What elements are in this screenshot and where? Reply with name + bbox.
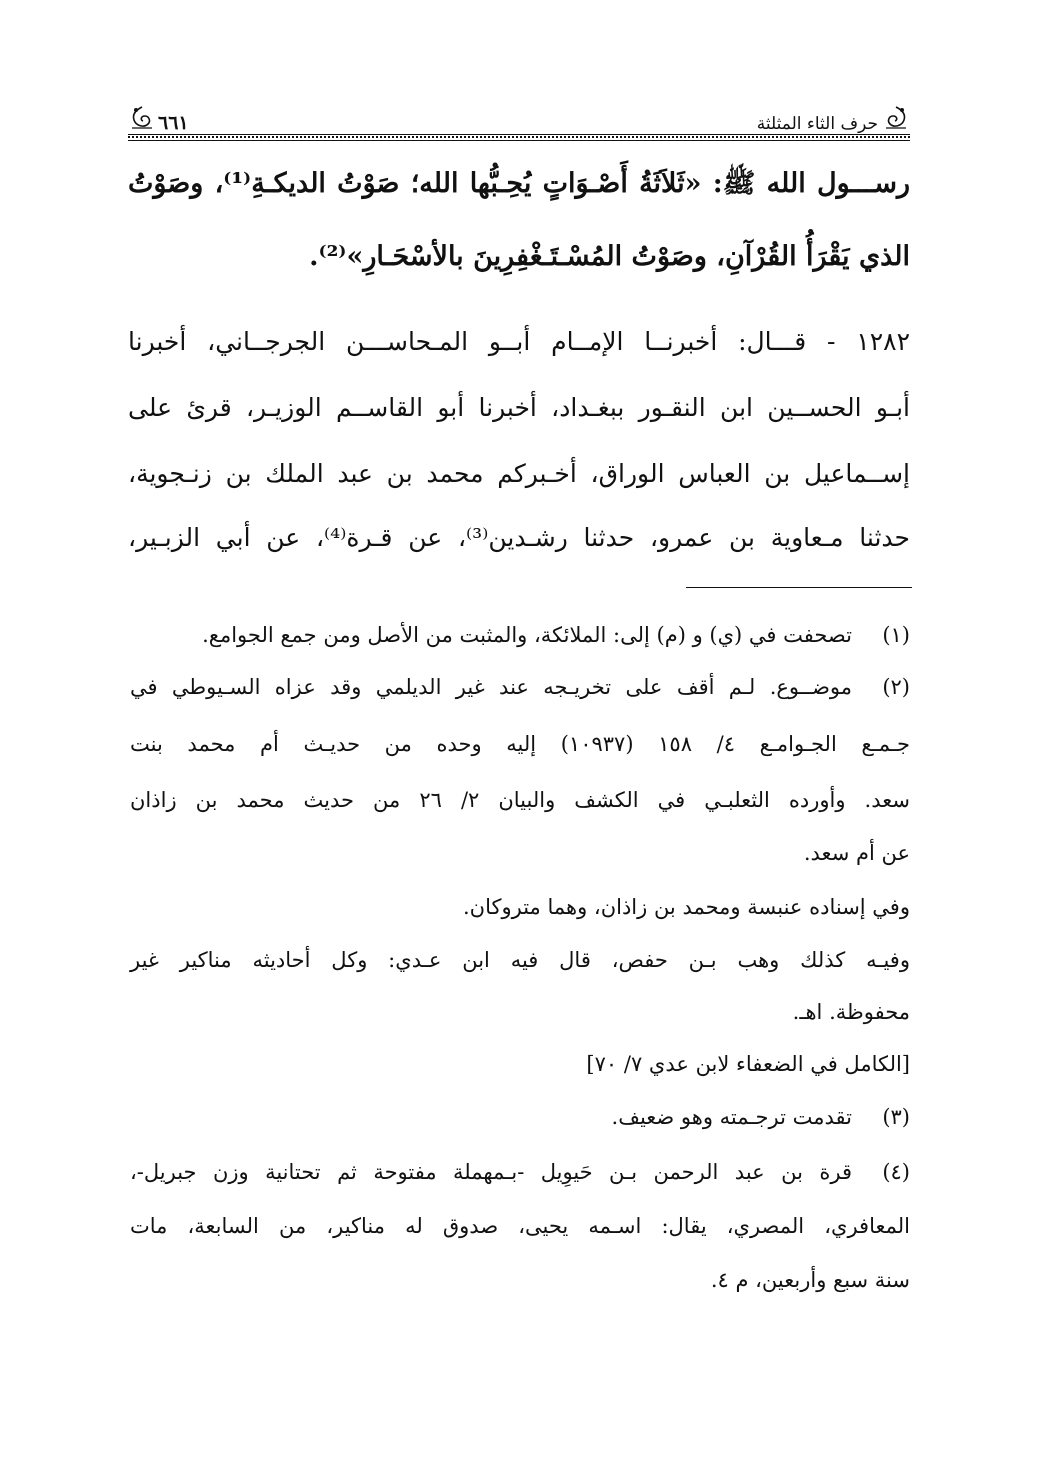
footnote-text: تقدمت ترجـمته وهو ضعيف. [611, 1105, 852, 1129]
text-line: أبـو الحســين ابن النقـور ببغـداد، أخبرنا أبو القاســم الوزيـر، قرئ على [128, 393, 910, 422]
footnote-number: (١) [882, 623, 910, 647]
footnote-number: (٣) [882, 1105, 910, 1129]
footnote-line: عن أم سعد. [803, 841, 910, 865]
header-rule [128, 134, 910, 141]
footnote-number: (٤) [882, 1160, 910, 1184]
footnote-line: سنة سبع وأربعين، م ٤. [710, 1268, 910, 1292]
ornament-icon [128, 104, 156, 132]
text-line: رســـول الله ﷺ: «ثَلاَثَةُ أَصْـوَاتٍ يُحِـبُّها الله؛ صَوْتُ الديكـةِ⁽¹⁾، وصَوْتُ [128, 168, 910, 199]
footnote-line: المعافري، المصري، يقال: اسـمه يحيى، صدوق له مناكير، من السابعة، مات [130, 1214, 910, 1238]
footnote-1 [130, 621, 910, 649]
text-line: ١٢٨٢ - قـــال: أخبرنــا الإمــام أبــو المـحاســـن الجرجــاني، أخبرنا [128, 327, 910, 356]
footnote-3 [130, 1103, 910, 1131]
footnote-line: محفوظة. اهـ. [792, 1000, 910, 1024]
footnote-separator [686, 587, 912, 588]
text-line: إســماعيل بن العباس الوراق، أخـبركم محمد بن عبد الملك بن زنـجوية، [128, 459, 910, 488]
header-title: حرف الثاء المثلثة [756, 114, 878, 134]
text-line: حدثنا مـعاوية بن عمرو، حدثنا رشـدين⁽³⁾، عن قـرة⁽⁴⁾، عن أبي الزبـير، [128, 523, 910, 552]
ornament-icon [882, 104, 910, 132]
footnote-2 [130, 673, 910, 701]
footnote-line: سعد. وأورده الثعلبـي في الكشف والبيان ٢/ ٢٦ من حديث محمد بن زاذان [130, 788, 910, 812]
footnote-4 [130, 1158, 910, 1186]
footnote-line: وفي إسناده عنبسة ومحمد بن زاذان، وهما متروكان. [463, 895, 910, 919]
footnote-text: قرة بن عبد الرحمن بـن حَيوِيل -بـمهملة مفتوحة ثم تحتانية وزن جبريل-، [130, 1160, 852, 1184]
text-line: الذي يَقْرَأُ القُرْآنِ، وصَوْتُ المُسْـتَـغْفِرِينَ بالأسْحَـارِ»⁽²⁾. [309, 241, 910, 272]
running-header [128, 100, 910, 140]
footnote-text: موضــوع. لـم أقف على تخريـجه عند غير الديلمي وقد عزاه السـيوطي في [130, 675, 852, 699]
footnote-citation: [الكامل في الضعفاء لابن عدي ٧/ ٧٠] [586, 1052, 910, 1076]
footnote-line: وفيـه كذلك وهب بـن حفص، قال فيه ابن عـدي: وكل أحاديثه مناكير غير [130, 948, 910, 972]
footnote-number: (٢) [882, 675, 910, 699]
footnote-line: جـمـع الجـوامـع ٤/ ١٥٨ (١٠٩٣٧) إليه وحده من حديـث أم محمد بنت [130, 732, 910, 756]
page-number: ٦٦١ [158, 112, 189, 134]
footnote-text: تصحفت في (ي) و (م) إلى: الملائكة، والمثبت من الأصل ومن جمع الجوامع. [202, 623, 852, 647]
